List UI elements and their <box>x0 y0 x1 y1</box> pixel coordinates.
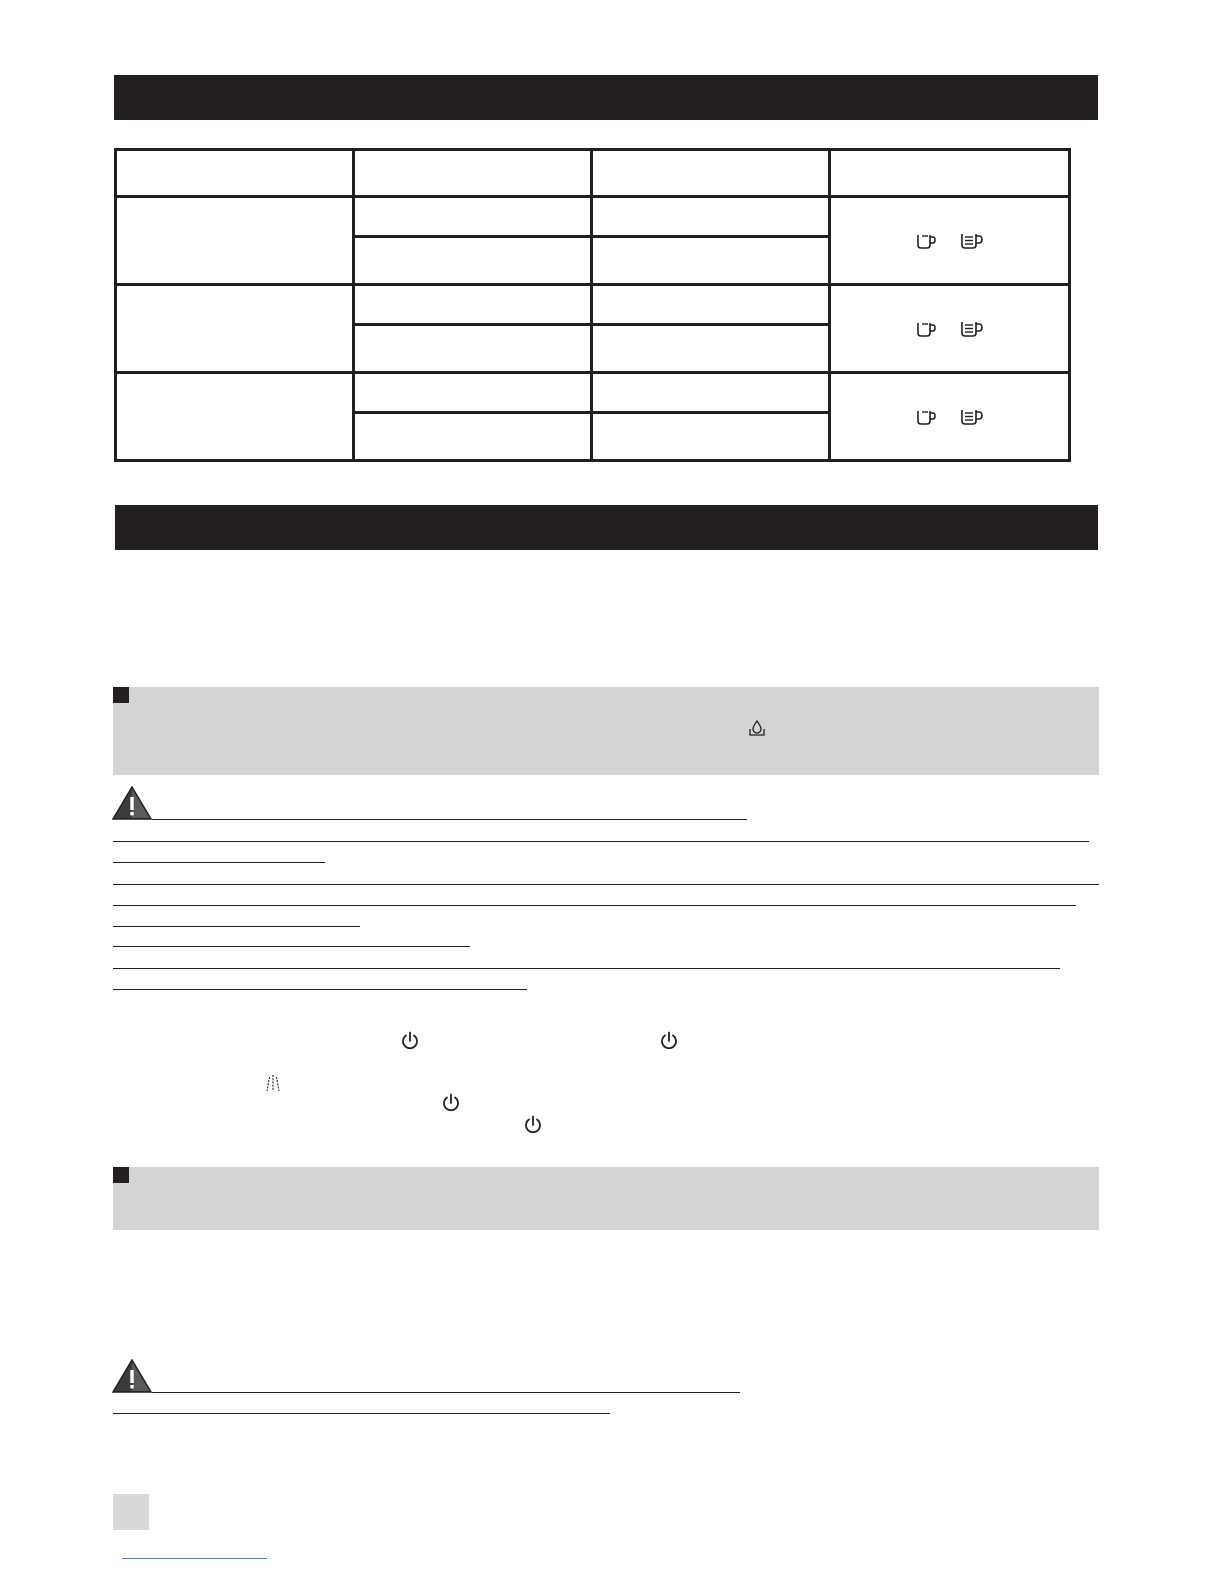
note-bullet-square <box>113 687 129 703</box>
table-cups-cell <box>830 373 1070 461</box>
table-cell <box>354 285 592 325</box>
text-underline <box>113 946 470 947</box>
cup-large-icon <box>960 232 984 250</box>
text-underline <box>113 1413 610 1414</box>
power-icon <box>441 1093 461 1113</box>
cup-small-icon <box>916 408 936 426</box>
table-cell <box>354 325 592 373</box>
note-box-2 <box>113 1167 1099 1230</box>
text-underline <box>152 819 747 820</box>
cup-large-icon <box>960 408 984 426</box>
cup-small-icon <box>916 320 936 338</box>
table-cell <box>592 325 830 373</box>
warning-triangle-icon <box>112 1359 152 1393</box>
table-cell <box>354 373 592 413</box>
table-cups-cell <box>830 285 1070 373</box>
text-underline <box>113 884 1099 885</box>
section-header-bar-1 <box>114 75 1098 120</box>
note-bullet-square <box>113 1167 129 1183</box>
table-cell <box>354 237 592 285</box>
cup-small-icon <box>916 232 936 250</box>
text-underline <box>113 905 1076 906</box>
table-cell <box>592 237 830 285</box>
table-cell <box>354 413 592 461</box>
table-header-cell <box>354 150 592 197</box>
note-box-1 <box>113 687 1099 775</box>
table-cell <box>592 413 830 461</box>
table-cell <box>592 285 830 325</box>
power-icon <box>523 1115 543 1135</box>
table-cell <box>592 373 830 413</box>
text-underline <box>152 1392 740 1393</box>
power-icon <box>400 1031 420 1051</box>
table-group-cell <box>116 285 354 373</box>
text-underline <box>113 968 1060 969</box>
warning-triangle-icon <box>112 786 152 820</box>
cup-large-icon <box>960 320 984 338</box>
link-underline[interactable] <box>122 1558 267 1559</box>
text-underline <box>113 989 527 990</box>
table-cell <box>354 197 592 237</box>
steam-icon <box>265 1074 281 1092</box>
water-drop-icon <box>748 719 766 737</box>
table-header-row <box>116 150 1070 197</box>
table-row <box>116 197 1070 237</box>
text-underline <box>113 926 360 927</box>
power-icon <box>659 1031 679 1051</box>
table-row <box>116 285 1070 325</box>
table-header-cell <box>830 150 1070 197</box>
table-header-cell <box>116 150 354 197</box>
table-cups-cell <box>830 197 1070 285</box>
table-row <box>116 373 1070 413</box>
text-underline <box>113 862 325 863</box>
table-group-cell <box>116 373 354 461</box>
section-header-2-title <box>115 516 129 538</box>
table-cell <box>592 197 830 237</box>
page-number-box <box>113 1494 149 1530</box>
section-header-bar-2 <box>115 505 1098 550</box>
settings-table <box>114 148 1071 462</box>
section-header-1-title <box>114 86 128 108</box>
text-underline <box>113 841 1089 842</box>
table-header-cell <box>592 150 830 197</box>
table-group-cell <box>116 197 354 285</box>
